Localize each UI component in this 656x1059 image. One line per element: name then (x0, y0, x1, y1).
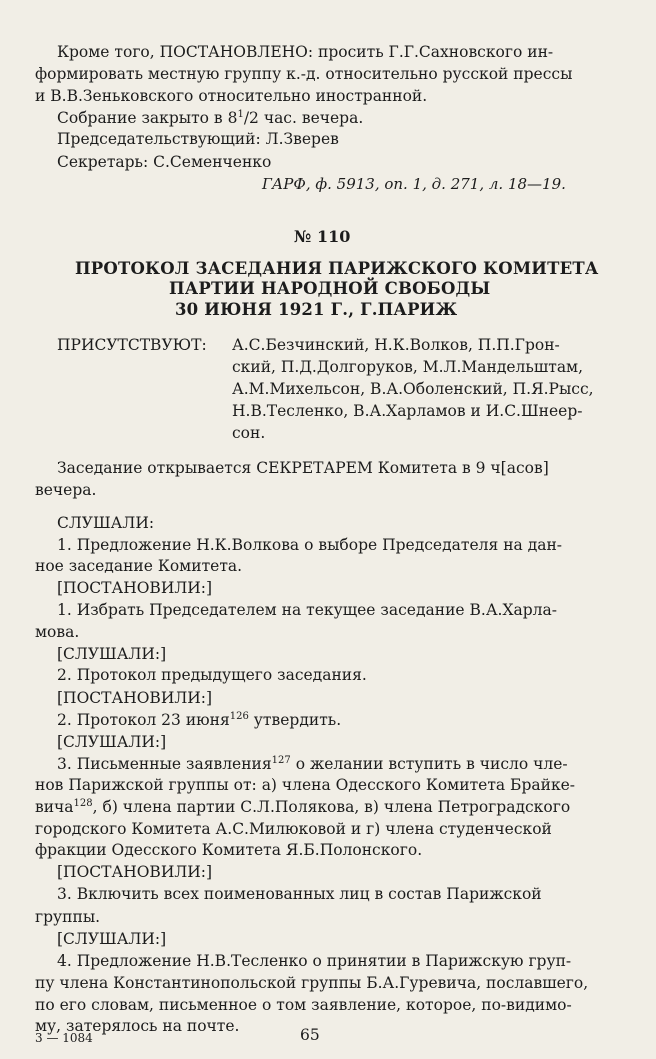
document-title: ПРОТОКОЛ ЗАСЕДАНИЯ ПАРИЖСКОГО КОМИТЕТА (75, 259, 599, 279)
chairman: Председательствующий: Л.Зверев (57, 130, 339, 149)
present-list: А.С.Безчинский, Н.К.Волков, П.П.Грон- (232, 336, 560, 354)
text-line: 1. Избрать Председателем на текущее заседание В.А.Харла- (57, 601, 558, 620)
text-line: 4. Предложение Н.В.Тесленко о принятии в Парижскую груп- (57, 951, 572, 970)
secretary: Секретарь: С.Семенченко (57, 152, 272, 171)
text-line: вича$^{128}$, б) члена партии С.Л.Полякова, в) члена Петроградского (35, 798, 571, 816)
text-line: группы. (35, 907, 101, 926)
printer-signature: 3 — 1084 (35, 1031, 93, 1045)
text-line: 3. Письменные заявления$^{127}$ о желании вступить в число чле- (57, 754, 568, 773)
page-number: 65 (300, 1026, 320, 1044)
section-heard: [СЛУШАЛИ:] (57, 645, 167, 664)
text-line: нов Парижской группы от: а) члена Одесского Комитета Брайке- (35, 775, 576, 794)
text-line: 2. Протокол 23 июня$^{126}$ утвердить. (57, 710, 342, 729)
text-line: 2. Протокол предыдущего заседания. (57, 666, 367, 685)
section-resolved: [ПОСТАНОВИЛИ:] (57, 688, 213, 707)
present-list: сон. (232, 424, 266, 443)
section-heard: СЛУШАЛИ: (57, 513, 155, 532)
text-line: ное заседание Комитета. (35, 556, 243, 575)
text-line: по его словам, письменное о том заявление, которое, по-видимо- (35, 995, 572, 1014)
text-line: и В.В.Зеньковского относительно иностранной. (35, 87, 428, 106)
section-heard: [СЛУШАЛИ:] (57, 929, 167, 948)
text-line: Заседание открывается СЕКРЕТАРЕМ Комитета в 9 ч[асов] (57, 458, 549, 477)
document-date: 30 ИЮНЯ 1921 Г., Г.ПАРИЖ (175, 299, 458, 319)
document-title: ПАРТИИ НАРОДНОЙ СВОБОДЫ (169, 279, 491, 299)
present-list: Н.В.Тесленко, В.А.Харламов и И.С.Шнеер- (232, 402, 583, 421)
text-line: формировать местную группу к.-д. относительно русской прессы (35, 65, 573, 84)
closing-time: Собрание закрыто в $8^1/2$ час. вечера. (57, 109, 364, 128)
text-line: городского Комитета А.С.Милюковой и г) члена студенческой (35, 820, 552, 839)
archive-reference: ГАРФ, ф. 5913, оп. 1, д. 271, л. 18—19. (262, 174, 566, 193)
present-label: ПРИСУТСТВУЮТ: (57, 336, 207, 354)
text-line: мова. (35, 623, 80, 642)
document-number: № 110 (294, 227, 351, 247)
text-line: фракции Одесского Комитета Я.Б.Полонского. (35, 841, 423, 860)
section-resolved: [ПОСТАНОВИЛИ:] (57, 863, 213, 882)
present-list: ский, П.Д.Долгоруков, М.Л.Мандельштам, (232, 358, 584, 377)
text-line: 1. Предложение Н.К.Волкова о выборе Председателя на дан- (57, 535, 563, 554)
text-line: вечера. (35, 481, 97, 499)
present-list: А.М.Михельсон, В.А.Оболенский, П.Я.Рысс, (232, 380, 594, 399)
section-resolved: [ПОСТАНОВИЛИ:] (57, 579, 213, 597)
text-line: пу члена Константинопольской группы Б.А.Гуревича, пославшего, (35, 973, 589, 992)
text-line: Кроме того, ПОСТАНОВЛЕНО: просить Г.Г.Сахновского ин- (57, 43, 554, 61)
section-heard: [СЛУШАЛИ:] (57, 732, 167, 751)
text-line: му, затерялось на почте. (35, 1017, 240, 1035)
text-line: 3. Включить всех поименованных лиц в состав Парижской (57, 885, 542, 904)
